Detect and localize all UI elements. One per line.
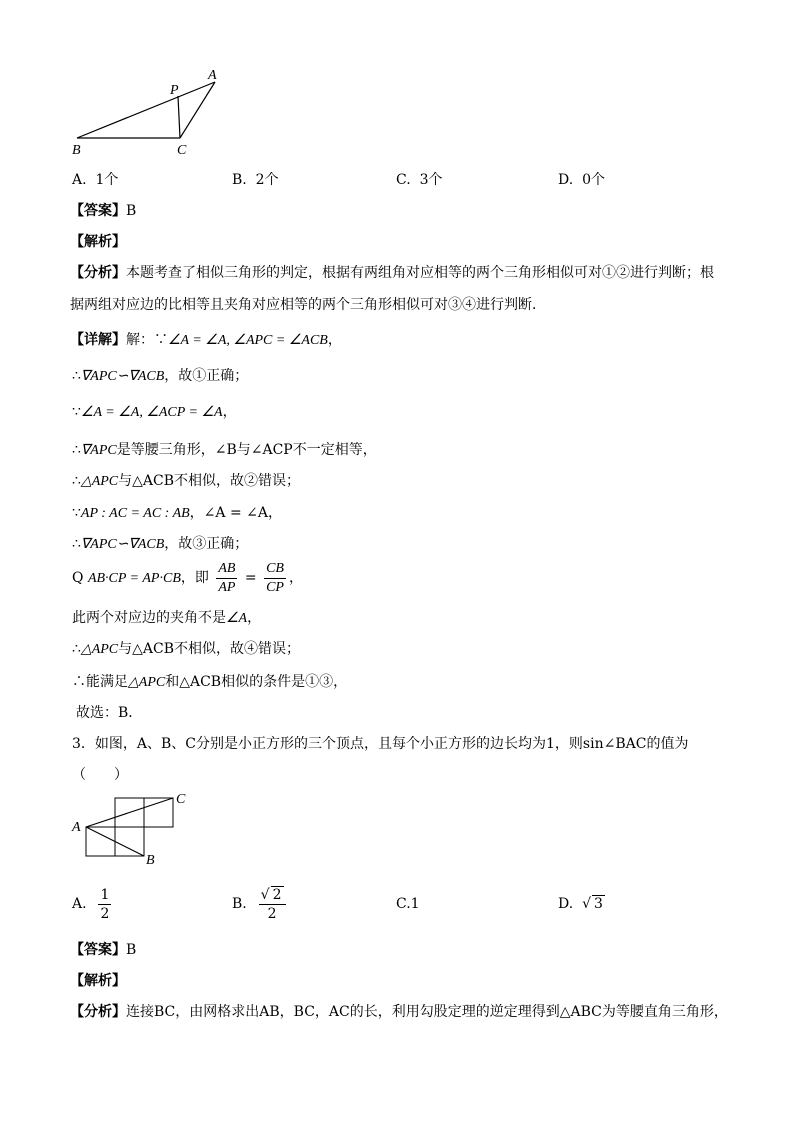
q2-fraction-line: Q AB·CP = AP·CB，即 $\frac{AB}{AP}$ = $\frac{CB}{CP}$ ， xyxy=(72,560,303,595)
q3-paren: （ ） xyxy=(72,767,128,783)
q2-fenxi-line2: 据两组对应边的比相等且夹角对应相等的两个三角形相似可对③④进行判断． xyxy=(70,297,546,313)
q2-answer: 【答案】B xyxy=(70,203,137,219)
q2-detail-line-2: ∵∠A = ∠A, ∠ACP = ∠A， xyxy=(72,404,237,420)
q3-fenxi-line1: 【分析】连接BC，由网格求出AB，BC，AC的长，利用勾股定理的逆定理得到△ABC为等腰直角三角形， xyxy=(70,1004,728,1020)
q2-detail-line-9: ∴能满足△APC和△ACB相似的条件是①③， xyxy=(72,674,348,690)
label-p: P xyxy=(170,83,179,98)
q2-detail-line-6: ∴∇APC∽∇ACB，故③正确； xyxy=(72,536,249,552)
label-b: B xyxy=(72,143,81,158)
q2-option-d: D. 0个 xyxy=(558,172,606,188)
q3-option-c: C.1 xyxy=(396,896,420,912)
triangle-figure xyxy=(60,62,240,162)
segment-ac xyxy=(86,798,173,827)
segment-pc xyxy=(178,96,180,138)
grid-figure xyxy=(65,790,205,870)
q2-fenxi-line1: 【分析】本题考查了相似三角形的判定，根据有两组角对应相等的两个三角形相似可对①②进行判断；根 xyxy=(70,265,714,281)
q3-option-a: A. $\frac{1}{2}$ xyxy=(72,886,110,922)
q2-detail-line-3: ∴∇APC是等腰三角形，∠B与∠ACP不一定相等， xyxy=(72,442,377,458)
q2-option-b: B. 2个 xyxy=(232,172,279,188)
grid-label-a: A xyxy=(72,820,81,835)
grid-label-c: C xyxy=(176,792,186,807)
grid-square-bottom-1 xyxy=(86,827,115,856)
q2-detail-line-5: ∵AP : AC = AC : AB，∠A = ∠A， xyxy=(72,505,282,521)
side-ac xyxy=(180,82,215,138)
label-a: A xyxy=(208,68,217,83)
label-c: C xyxy=(177,143,187,158)
q3-stem: 3．如图，A、B、C分别是小正方形的三个顶点，且每个小正方形的边长均为1，则sin∠BAC的值为 xyxy=(72,736,689,752)
q2-option-a: A. 1个 xyxy=(72,172,119,188)
q3-option-d: D. √ 3 xyxy=(558,896,603,912)
grid-square-bottom-2 xyxy=(115,827,144,856)
q3-answer: 【答案】B xyxy=(70,942,137,958)
q2-option-c: C. 3个 xyxy=(396,172,443,188)
q3-option-b: B. $\frac{√ 2}{2}$ xyxy=(232,884,289,924)
q2-detail-line-4: ∴△APC与△ACB不相似，故②错误； xyxy=(72,473,301,489)
fraction-ab-ap: $\frac{AB}{AP}$ xyxy=(218,560,236,595)
q2-analysis-label: 【解析】 xyxy=(70,234,126,250)
side-ba xyxy=(77,82,215,138)
grid-label-b: B xyxy=(146,853,155,868)
fraction-cb-cp: $\frac{CB}{CP}$ xyxy=(266,560,284,595)
q2-detail-line-0: 【详解】解：∵∠A = ∠A, ∠APC = ∠ACB， xyxy=(70,332,342,348)
q2-conclusion: 故选：B． xyxy=(76,705,143,721)
q3-analysis-label: 【解析】 xyxy=(70,973,126,989)
q2-detail-line-7: 此两个对应边的夹角不是∠A， xyxy=(72,610,262,626)
q2-detail-line-8: ∴△APC与△ACB不相似，故④错误； xyxy=(72,641,301,657)
q2-detail-line-1: ∴∇APC∽∇ACB，故①正确； xyxy=(72,368,249,384)
